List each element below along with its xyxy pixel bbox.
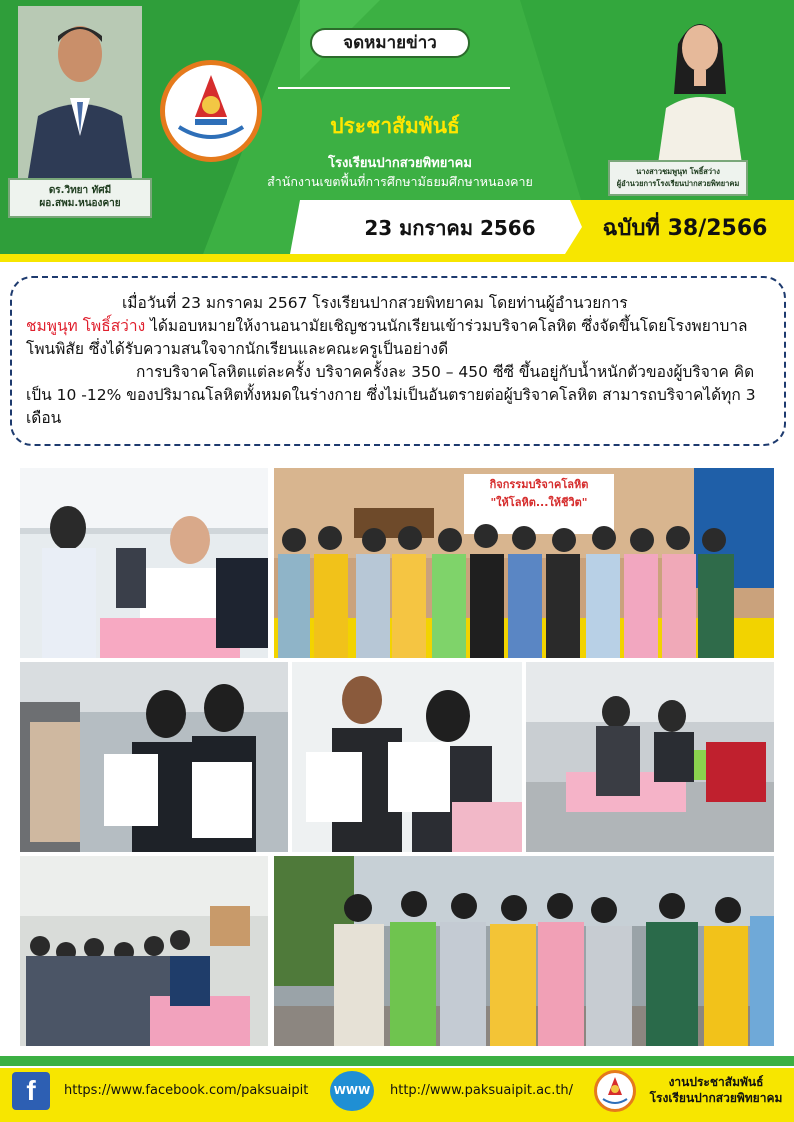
paragraph-1 — [26, 292, 770, 361]
office-name: สำนักงานเขตพื้นที่การศึกษามัธยมศึกษาหนองคาย — [267, 174, 533, 189]
director-name-tag — [8, 178, 152, 218]
globe-icon[interactable]: WWW — [330, 1071, 374, 1111]
paragraph-1-rest: ได้มอบหมายให้งานอนามัยเชิญชวนนักเรียนเข้าร่วมบริจาคโลหิต ซึ่งจัดขึ้นโดยโรงพยาบาลโพนพิสัย ซึ่งได้รับความสนใจจากนักเรียนและคณะครูเป็นอย่างดี — [26, 317, 748, 358]
photo-waiting-area — [20, 856, 268, 1046]
footer-dept-line-2: โรงเรียนปากสวยพิทยาคม — [649, 1091, 783, 1105]
issue-date: 23 มกราคม 2566 — [364, 216, 536, 240]
paragraph-1-intro: เมื่อวันที่ 23 มกราคม 2567 โรงเรียนปากสวยพิทยาคม โดยท่านผู้อำนวยการ — [122, 294, 628, 312]
school-logo — [160, 60, 262, 162]
news-body — [10, 276, 786, 446]
pr-title: ประชาสัมพันธ์ — [330, 114, 460, 138]
issue-number: ฉบับที่ 38/2566 — [602, 216, 768, 241]
photo-students-certificates — [20, 662, 288, 852]
principal-highlight: ชมพูนุท โพธิ์สว่าง — [26, 317, 146, 335]
banner-line-1: กิจกรรมบริจาคโลหิต — [489, 478, 589, 491]
principal-name: นางสาวชมพูนุท โพธิ์สว่าง — [636, 167, 720, 176]
facebook-icon[interactable]: f — [12, 1072, 50, 1110]
header — [0, 0, 794, 262]
newsletter-badge: จดหมายข่าว — [310, 28, 470, 58]
principal-role: ผู้อำนวยการโรงเรียนปากสวยพิทยาคม — [616, 179, 740, 188]
facebook-link[interactable]: https://www.facebook.com/paksuaipit — [64, 1083, 309, 1098]
school-name: โรงเรียนปากสวยพิทยาคม — [328, 156, 472, 171]
photo-nurse-donor — [20, 468, 268, 658]
photo-teacher-student — [292, 662, 522, 852]
photo-group-banner — [274, 468, 774, 658]
banner-line-2: "ให้โลหิต...ให้ชีวิต" — [490, 496, 588, 509]
footer-school-logo — [594, 1070, 636, 1112]
director-name: ดร.วิทยา ทัศมี — [48, 185, 112, 196]
photo-students-outdoor — [274, 856, 774, 1046]
principal-name-tag — [608, 160, 748, 196]
photo-donation-area — [526, 662, 774, 852]
principal-portrait — [650, 4, 750, 164]
website-link[interactable]: http://www.paksuaipit.ac.th/ — [390, 1083, 574, 1098]
footer-strip — [0, 1056, 794, 1066]
director-role: ผอ.สพม.หนองคาย — [39, 198, 121, 209]
footer-department — [646, 1074, 786, 1106]
paragraph-2: การบริจาคโลหิตแต่ละครั้ง บริจาคครั้งละ 350 – 450 ซีซี ขึ้นอยู่กับน้ำหนักตัวของผู้บริจาค คิดเป็น 10 -12% ของปริมาณโลหิตทั้งหมดในร่างกาย ซึ่งไม่เป็นอันตรายต่อผู้บริจาคโลหิต สามารถบริจาคได้ทุก 3 เดือน — [26, 363, 756, 427]
footer-dept-line-1: งานประชาสัมพันธ์ — [668, 1075, 764, 1089]
director-portrait — [18, 6, 142, 178]
banner-caption — [464, 476, 614, 512]
